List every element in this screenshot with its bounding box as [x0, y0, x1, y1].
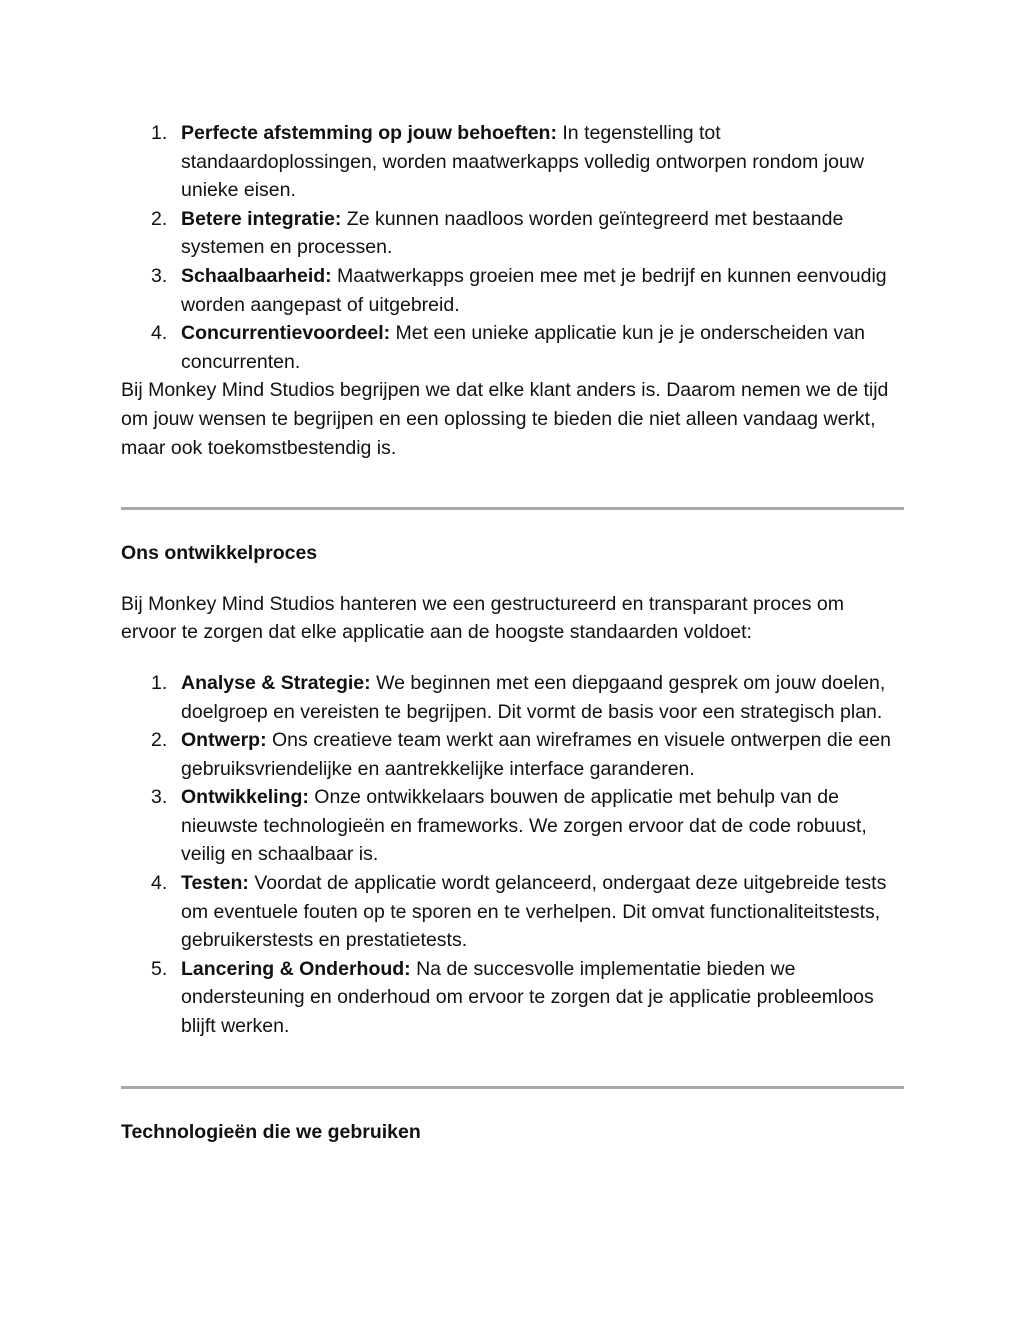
list-item-term: Concurrentievoordeel:	[181, 322, 391, 345]
list-item-text: Maatwerkapps groeien mee met je bedrijf en kunnen eenvoudig worden aangepast of uitgebreid.	[181, 264, 887, 316]
section-heading: Ons ontwikkelproces	[121, 542, 318, 565]
section-intro: Bij Monkey Mind Studios hanteren we een gestructureerd en transparant proces om ervoor te zorgen dat elke applicatie aan de hoogste standaarden voldoet:	[121, 592, 844, 644]
list-number: 2.	[151, 729, 168, 752]
section-divider	[121, 1086, 904, 1089]
process-steps-list	[121, 669, 904, 1041]
document-page	[121, 119, 904, 1146]
list-item	[121, 669, 904, 726]
list-item	[121, 955, 904, 1041]
list-item	[121, 262, 904, 319]
section-heading: Technologieën die we gebruiken	[121, 1120, 421, 1143]
list-item-term: Ontwikkeling:	[181, 786, 309, 809]
list-item	[121, 319, 904, 376]
list-item-term: Betere integratie:	[181, 207, 342, 230]
list-item-term: Perfecte afstemming op jouw behoeften:	[181, 122, 557, 144]
list-item-term: Analyse & Strategie:	[181, 671, 371, 694]
list-item-text: We beginnen met een diepgaand gesprek om jouw doelen, doelgroep en vereisten te begrijpen. Dit vormt de basis voor een strategisch plan.	[181, 671, 886, 723]
benefits-list	[121, 119, 904, 376]
list-item-text: Na de succesvolle implementatie bieden we ondersteuning en onderhoud om ervoor te zorgen dat je applicatie probleemloos blijft werken.	[181, 957, 874, 1038]
list-item-text: In tegenstelling tot standaardoplossingen, worden maatwerkapps volledig ontworpen rondom jouw unieke eisen.	[181, 122, 864, 202]
list-item-text: Ons creatieve team werkt aan wireframes en visuele ontwerpen die een gebruiksvriendelijke en aantrekkelijke interface garanderen.	[181, 729, 891, 780]
list-number: 2.	[151, 207, 168, 230]
list-number: 3.	[151, 264, 168, 287]
list-item-text: Met een unieke applicatie kun je je onderscheiden van concurrenten.	[181, 322, 865, 373]
list-item-term: Testen:	[181, 872, 249, 895]
list-number: 5.	[151, 957, 168, 980]
section-divider	[121, 507, 904, 510]
list-number: 4.	[151, 322, 168, 345]
list-number: 4.	[151, 872, 168, 895]
list-number: 3.	[151, 786, 168, 809]
list-item-text: Voordat de applicatie wordt gelanceerd, ondergaat deze uitgebreide tests om eventuele fouten op te sporen en te verhelpen. Dit omvat functionaliteitstests, gebruikerstests en prestatietests.	[181, 872, 887, 952]
list-number: 1.	[151, 671, 168, 694]
list-item	[121, 205, 904, 262]
list-item-text: Ze kunnen naadloos worden geïntegreerd met bestaande systemen en processen.	[181, 207, 844, 259]
list-item	[121, 783, 904, 869]
list-item	[121, 869, 904, 955]
list-item	[121, 119, 904, 205]
list-item	[121, 726, 904, 783]
paragraph: Bij Monkey Mind Studios begrijpen we dat elke klant anders is. Daarom nemen we de tijd om jouw wensen te begrijpen en een oplossing te bieden die niet alleen vandaag werkt, maar ook toekomstbestendig is.	[121, 379, 889, 459]
list-item-text: Onze ontwikkelaars bouwen de applicatie met behulp van de nieuwste technologieën en frameworks. We zorgen ervoor dat de code robuust, veilig en schaalbaar is.	[181, 786, 867, 866]
list-item-term: Ontwerp:	[181, 729, 267, 752]
list-number: 1.	[151, 122, 168, 144]
list-item-term: Lancering & Onderhoud:	[181, 957, 411, 980]
list-item-term: Schaalbaarheid:	[181, 264, 332, 287]
